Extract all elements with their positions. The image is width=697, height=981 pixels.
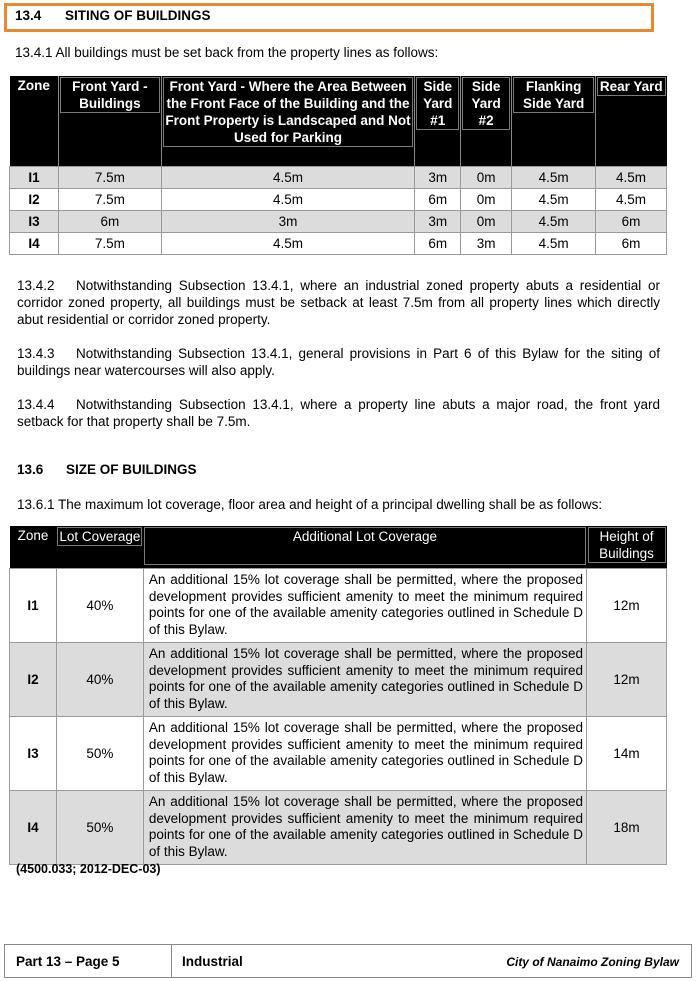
table-cell: 40% — [56, 568, 143, 642]
table-cell: 3m — [161, 210, 414, 232]
table-cell: 4.5m — [161, 166, 414, 188]
zone-cell: I4 — [10, 790, 57, 864]
table-cell: 4.5m — [596, 166, 667, 188]
zone-cell: I4 — [10, 232, 59, 254]
table-row — [10, 642, 667, 716]
size-header-zone: Zone — [10, 526, 57, 568]
paragraph-13-4-1: 13.4.1 All buildings must be set back from the property lines as follows: — [15, 45, 439, 60]
table-cell: 6m — [415, 188, 461, 210]
section-13-4-number: 13.4 — [15, 8, 42, 23]
siting-header-front-yard-buildings: Front Yard - Buildings — [58, 76, 161, 166]
paragraph-text: Notwithstanding Subsection 13.4.1, general provisions in Part 6 of this Bylaw for the siting of buildings near watercourses will also apply. — [17, 346, 660, 378]
siting-header-flanking-side-yard: Flanking Side Yard — [512, 76, 596, 166]
table-cell: 12m — [587, 642, 667, 716]
table-row — [10, 790, 667, 864]
table-row — [10, 188, 667, 210]
paragraph-text: Notwithstanding Subsection 13.4.1, where a property line abuts a major road, the front yard setback for that property shall be 7.5m. — [17, 397, 660, 429]
zone-cell: I2 — [10, 188, 59, 210]
paragraph-13-6-1: 13.6.1 The maximum lot coverage, floor area and height of a principal dwelling shall be as follows: — [17, 497, 603, 512]
section-13-6-title: SIZE OF BUILDINGS — [66, 462, 197, 477]
paragraph-number: 13.4.2 — [17, 278, 55, 293]
footer-divider — [171, 945, 172, 977]
table-cell: 0m — [461, 188, 512, 210]
section-13-4-title: SITING OF BUILDINGS — [65, 8, 211, 23]
siting-header-rear-yard: Rear Yard — [596, 76, 667, 166]
footer-page-number: Part 13 – Page 5 — [16, 954, 120, 969]
table-cell: 0m — [461, 166, 512, 188]
table-row — [10, 568, 667, 642]
table-cell: An additional 15% lot coverage shall be permitted, where the proposed development provides sufficient amenity to meet the minimum required points for one of the available amenity categories outlined in Schedule D of this Bylaw. — [143, 790, 586, 864]
zone-cell: I2 — [10, 642, 57, 716]
table-cell: 0m — [461, 210, 512, 232]
siting-table-header-row — [10, 76, 667, 166]
table-cell: 3m — [415, 210, 461, 232]
table-cell: 18m — [587, 790, 667, 864]
paragraph-number: 13.4.3 — [17, 346, 55, 361]
size-table-header-row — [10, 526, 667, 568]
table-cell: 4.5m — [596, 188, 667, 210]
paragraph-13-4-2 — [17, 277, 662, 329]
size-header-lot-coverage: Lot Coverage — [56, 526, 143, 568]
zone-cell: I1 — [10, 568, 57, 642]
siting-header-front-yard-landscaped: Front Yard - Where the Area Between the Front Face of the Building and the Front Property is Landscaped and Not Used for Parking — [161, 76, 414, 166]
table-cell: 6m — [596, 232, 667, 254]
table-cell: 4.5m — [512, 232, 596, 254]
table-cell: 50% — [56, 790, 143, 864]
table-cell: 6m — [596, 210, 667, 232]
table-cell: 14m — [587, 716, 667, 790]
table-row — [10, 166, 667, 188]
page-footer — [4, 944, 692, 978]
table-cell: 7.5m — [58, 232, 161, 254]
table-cell: 7.5m — [58, 188, 161, 210]
siting-table — [9, 76, 667, 255]
zone-cell: I3 — [10, 210, 59, 232]
table-cell: 3m — [461, 232, 512, 254]
siting-header-side-yard-2: Side Yard #2 — [461, 76, 512, 166]
table-cell: 4.5m — [512, 210, 596, 232]
table-cell: 50% — [56, 716, 143, 790]
section-13-6-number: 13.6 — [17, 462, 44, 477]
paragraph-13-4-3 — [17, 345, 662, 381]
size-of-buildings-table — [9, 526, 667, 865]
table-row — [10, 716, 667, 790]
table-cell: 4.5m — [512, 166, 596, 188]
paragraph-text: Notwithstanding Subsection 13.4.1, where an industrial zoned property abuts a residential or corridor zoned property, all buildings must be setback at least 7.5m from all property lines which directly abut residential or corridor zoned property. — [17, 278, 660, 327]
table-cell: 6m — [58, 210, 161, 232]
table-cell: 12m — [587, 568, 667, 642]
table-cell: 4.5m — [161, 188, 414, 210]
paragraph-number: 13.4.4 — [17, 397, 55, 412]
size-header-additional-lot-coverage: Additional Lot Coverage — [143, 526, 586, 568]
siting-header-side-yard-1: Side Yard #1 — [415, 76, 461, 166]
table-row — [10, 210, 667, 232]
paragraph-13-4-4 — [17, 396, 662, 432]
table-cell: 4.5m — [161, 232, 414, 254]
zone-cell: I3 — [10, 716, 57, 790]
zone-cell: I1 — [10, 166, 59, 188]
table-cell: An additional 15% lot coverage shall be permitted, where the proposed development provides sufficient amenity to meet the minimum required points for one of the available amenity categories outlined in Schedule D of this Bylaw. — [143, 568, 586, 642]
table-cell: 4.5m — [512, 188, 596, 210]
table-cell: 7.5m — [58, 166, 161, 188]
size-header-height-of-buildings: Height of Buildings — [587, 526, 667, 568]
siting-header-zone: Zone — [10, 76, 59, 166]
amendment-reference: (4500.033; 2012-DEC-03) — [16, 862, 161, 876]
table-cell: 40% — [56, 642, 143, 716]
table-cell: An additional 15% lot coverage shall be permitted, where the proposed development provides sufficient amenity to meet the minimum required points for one of the available amenity categories outlined in Schedule D of this Bylaw. — [143, 716, 586, 790]
table-cell: 3m — [415, 166, 461, 188]
table-cell: 6m — [415, 232, 461, 254]
table-row — [10, 232, 667, 254]
table-cell: An additional 15% lot coverage shall be permitted, where the proposed development provides sufficient amenity to meet the minimum required points for one of the available amenity categories outlined in Schedule D of this Bylaw. — [143, 642, 586, 716]
footer-bylaw-name: City of Nanaimo Zoning Bylaw — [506, 955, 679, 969]
footer-part-name: Industrial — [182, 954, 243, 969]
